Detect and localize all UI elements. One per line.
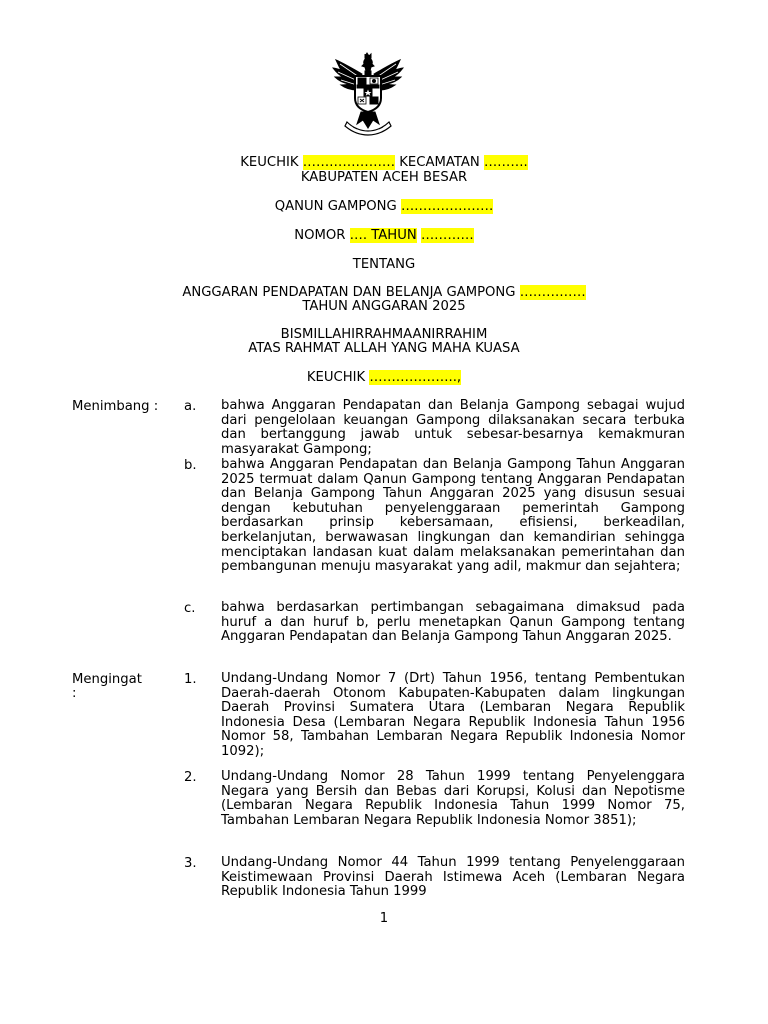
mengingat-marker-2: 2. [184, 770, 197, 785]
menimbang-marker-a: a. [184, 399, 197, 414]
tentang-heading: TENTANG [352, 257, 416, 272]
mengingat-item-3: Undang-Undang Nomor 44 Tahun 1999 tentang Penyelenggaraan Keistimewaan Provinsi Daerah Istimewa Aceh (Lembaran Negara Republik Indonesia Tahun 1999 [221, 855, 685, 900]
menimbang-label: Menimbang : [72, 399, 159, 414]
title-text: ANGGARAN PENDAPATAN DAN BELANJA GAMPONG [182, 285, 516, 300]
keuchik-name-blank: ………………… [302, 155, 396, 170]
kecamatan-label: KECAMATAN [399, 155, 480, 170]
menimbang-marker-b: b. [184, 458, 197, 473]
kabupaten-line: KABUPATEN ACEH BESAR [300, 170, 468, 185]
kecamatan-name-blank: ………. [483, 155, 528, 170]
nomor-tahun-blank: …. TAHUN [349, 228, 417, 243]
tahun-blank: ………… [420, 228, 474, 243]
qanun-line [0, 199, 768, 214]
mengingat-marker-3: 3. [184, 856, 197, 871]
keuchik-sign-line [0, 370, 768, 385]
title-line-1 [0, 285, 768, 300]
keuchik-kecamatan-line [0, 155, 768, 170]
mengingat-item-2: Undang-Undang Nomor 28 Tahun 1999 tentang Penyelenggara Negara yang Bersih dan Bebas dari Korupsi, Kolusi dan Nepotisme (Lembaran Negara Republik Indonesia Tahun 1999 Nomor 75, Tambahan Lembaran Negara Republik Indonesia Nomor 3851); [221, 769, 685, 828]
gampong-name-blank: ………………… [400, 199, 494, 214]
mengingat-marker-1: 1. [184, 672, 197, 687]
title-gampong-blank: …………… [519, 285, 586, 300]
nomor-label: NOMOR [294, 228, 346, 243]
page-number: 1 [379, 911, 389, 926]
mengingat-colon: : [72, 686, 77, 701]
keuchik-label: KEUCHIK [240, 155, 299, 170]
keuchik-sign-blank: ……………….., [369, 370, 462, 385]
menimbang-item-a: bahwa Anggaran Pendapatan dan Belanja Gampong sebagai wujud dari pengelolaan keuangan Gampong dilaksanakan secara terbuka dan bertanggung jawab untuk sebesar-besarnya kemakmuran masyarakat Gampong; [221, 398, 685, 457]
mengingat-label: Mengingat [72, 672, 142, 687]
keuchik-sign-label: KEUCHIK [306, 370, 366, 385]
atas-rahmat-line: ATAS RAHMAT ALLAH YANG MAHA KUASA [248, 341, 520, 356]
mengingat-item-1: Undang-Undang Nomor 7 (Drt) Tahun 1956, tentang Pembentukan Daerah-daerah Otonom Kabupaten-Kabupaten dalam lingkungan Daerah Provinsi Sumatera Utara (Lembaran Negara Republik Indonesia Desa (Lembaran Negara Republik Indonesia Tahun 1956 Nomor 58, Tambahan Lembaran Negara Republik Indonesia Nomor 1092); [221, 671, 685, 759]
menimbang-marker-c: c. [184, 601, 196, 616]
title-line-2: TAHUN ANGGARAN 2025 [302, 299, 466, 314]
qanun-label: QANUN GAMPONG [274, 199, 397, 214]
bismillah-line: BISMILLAHIRRAHMAANIRRAHIM [280, 327, 488, 342]
nomor-line [0, 228, 768, 243]
garuda-emblem-icon [331, 52, 405, 136]
menimbang-item-b: bahwa Anggaran Pendapatan dan Belanja Gampong Tahun Anggaran 2025 termuat dalam Qanun Gampong tentang Anggaran Pendapatan dan Belanja Gampong Tahun Anggaran 2025 yang disusun sesuai dengan kebutuhan penyelenggaraan pemerintah Gampong berdasarkan prinsip kebersamaan, efisiensi, berkeadilan, berkelanjutan, berwawasan lingkungan dan kemandirian sehingga menciptakan landasan kuat dalam melaksanakan pemerintahan dan pembangunan menuju masyarakat yang adil, makmur dan sejahtera; [221, 457, 685, 575]
menimbang-item-c: bahwa berdasarkan pertimbangan sebagaimana dimaksud pada huruf a dan huruf b, perlu menetapkan Qanun Gampong tentang Anggaran Pendapatan dan Belanja Gampong Tahun Anggaran 2025. [221, 600, 685, 645]
